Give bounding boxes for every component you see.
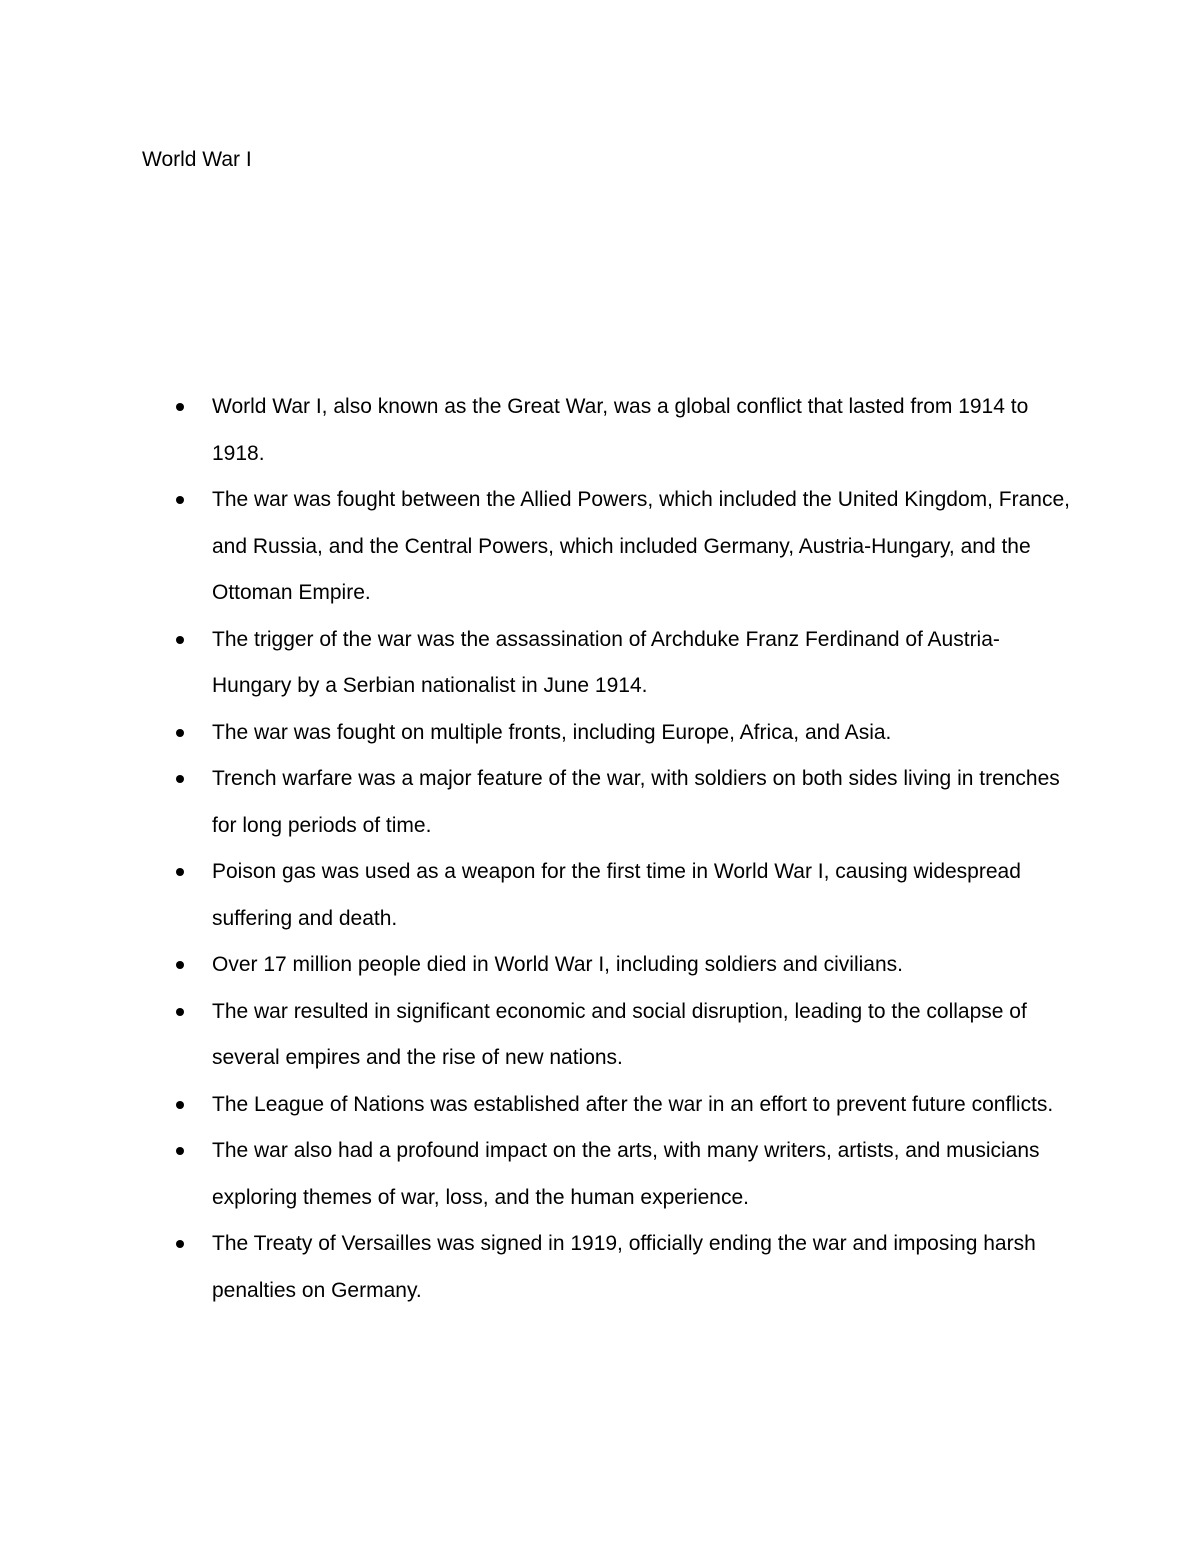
bullet-icon xyxy=(176,729,184,737)
list-item xyxy=(212,756,1072,849)
list-item-text: The trigger of the war was the assassination of Archduke Franz Ferdinand of Austria-Hungary by a Serbian nationalist in June 1914. xyxy=(212,627,1000,697)
list-item-text: The Treaty of Versailles was signed in 1919, officially ending the war and imposing harsh penalties on Germany. xyxy=(212,1232,1036,1302)
list-item xyxy=(212,710,1072,757)
list-item-text: The war was fought on multiple fronts, including Europe, Africa, and Asia. xyxy=(212,720,892,744)
list-item xyxy=(212,477,1072,617)
list-item xyxy=(212,617,1072,710)
bullet-icon xyxy=(176,403,184,411)
bullet-icon xyxy=(176,496,184,504)
list-item xyxy=(212,942,1072,989)
bullet-icon xyxy=(176,1147,184,1155)
list-item xyxy=(212,1128,1072,1221)
list-item xyxy=(212,989,1072,1082)
list-item xyxy=(212,1082,1072,1129)
list-item-text: The war resulted in significant economic and social disruption, leading to the collapse of several empires and the rise of new nations. xyxy=(212,999,1027,1069)
list-item xyxy=(212,384,1072,477)
bullet-icon xyxy=(176,961,184,969)
bullet-icon xyxy=(176,868,184,876)
list-item xyxy=(212,849,1072,942)
bullet-icon xyxy=(176,775,184,783)
document-title: World War I xyxy=(142,148,252,171)
bullet-list xyxy=(212,384,1072,1314)
bullet-icon xyxy=(176,1008,184,1016)
bullet-icon xyxy=(176,636,184,644)
list-item-text: The war also had a profound impact on the arts, with many writers, artists, and musicians exploring themes of war, loss, and the human experience. xyxy=(212,1139,1040,1209)
list-item-text: The war was fought between the Allied Powers, which included the United Kingdom, France, and Russia, and the Central Powers, which included Germany, Austria-Hungary, and the Ottoman Empire. xyxy=(212,488,1070,604)
list-item-text: Over 17 million people died in World War I, including soldiers and civilians. xyxy=(212,953,903,976)
bullet-icon xyxy=(176,1101,184,1109)
list-item-text: The League of Nations was established after the war in an effort to prevent future conflicts. xyxy=(212,1092,1054,1116)
list-item xyxy=(212,1221,1072,1314)
list-item-text: Trench warfare was a major feature of the war, with soldiers on both sides living in trenches for long periods of time. xyxy=(212,767,1060,837)
bullet-icon xyxy=(176,1240,184,1248)
list-item-text: World War I, also known as the Great War, was a global conflict that lasted from 1914 to 1918. xyxy=(212,395,1029,465)
list-item-text: Poison gas was used as a weapon for the first time in World War I, causing widespread suffering and death. xyxy=(212,860,1021,930)
